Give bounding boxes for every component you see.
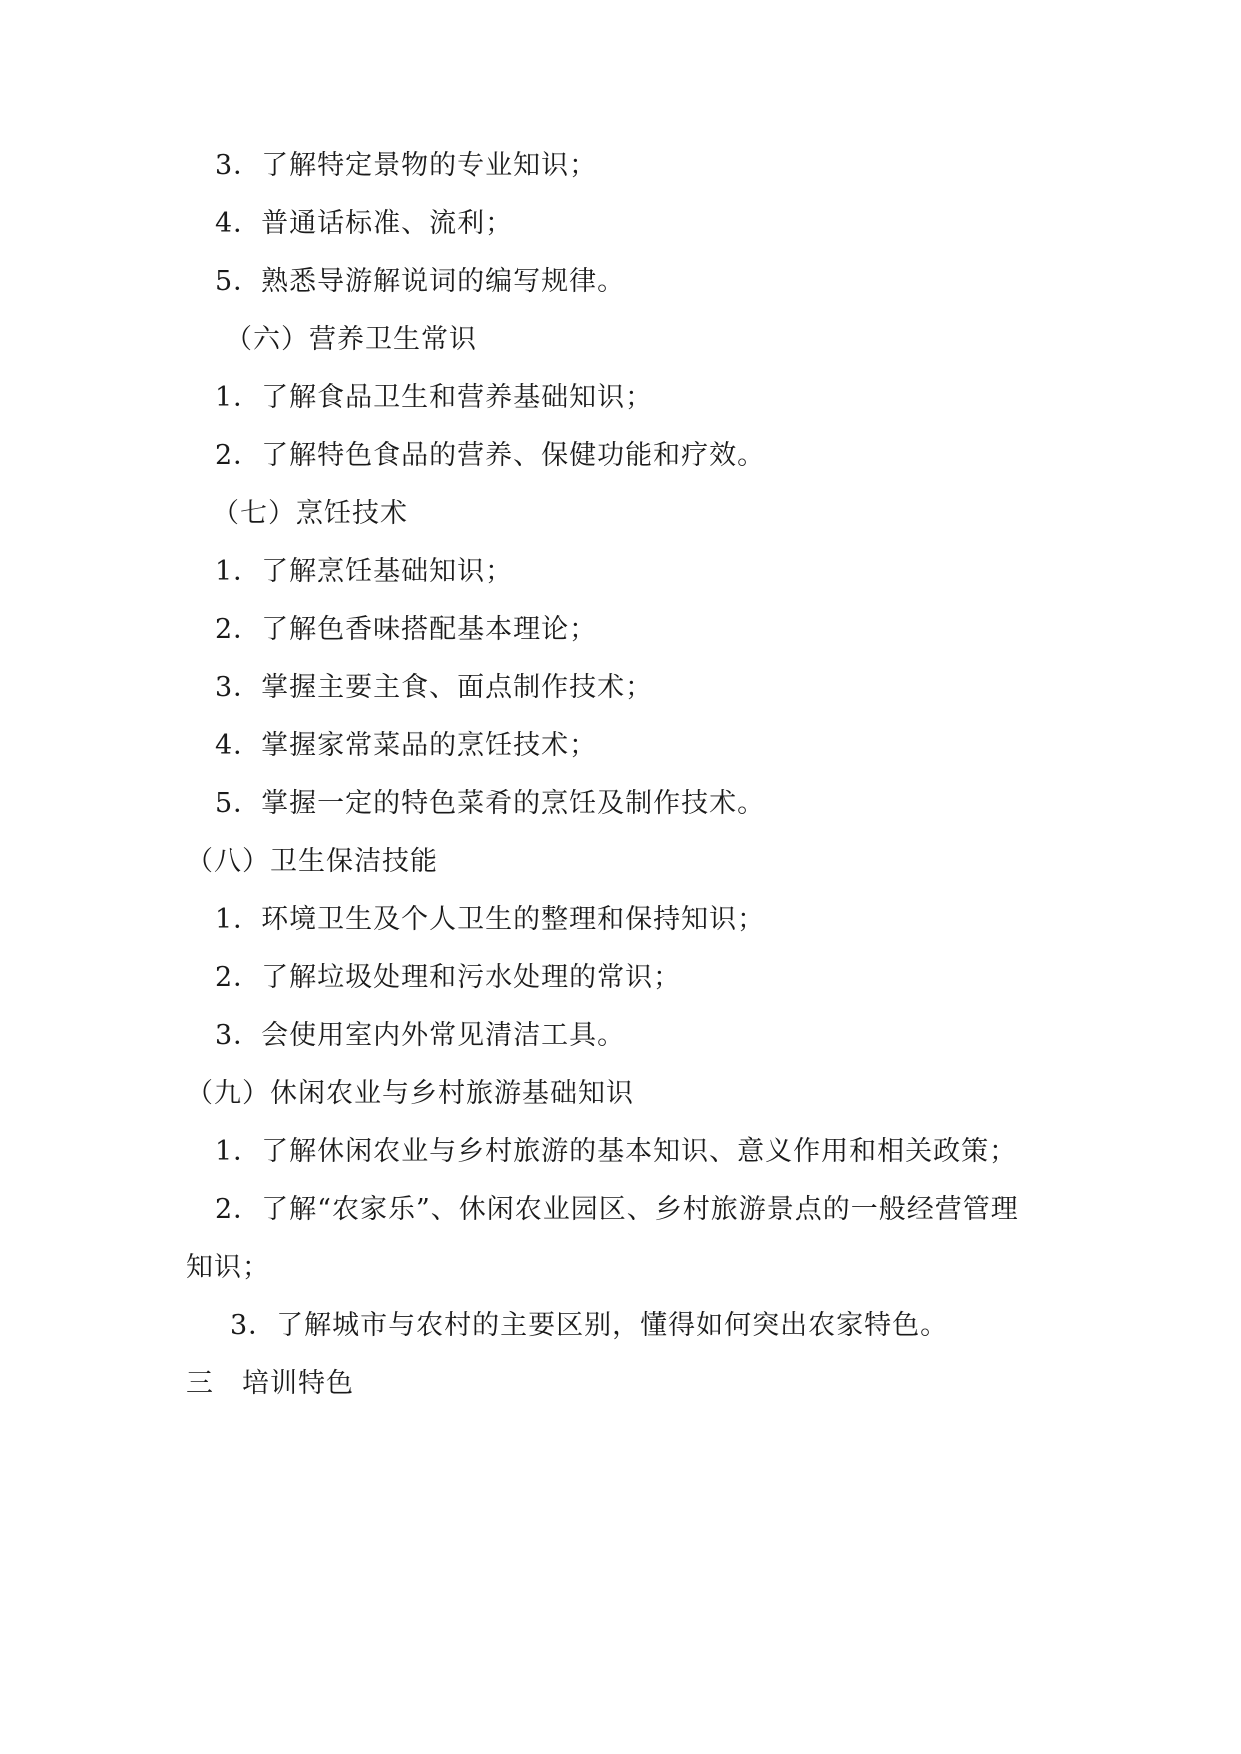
- section-heading: （八）卫生保洁技能: [186, 846, 438, 877]
- list-item: 5．掌握一定的特色菜肴的烹饪及制作技术。: [215, 788, 766, 819]
- list-item: 1．环境卫生及个人卫生的整理和保持知识；: [215, 904, 766, 935]
- list-item: 2．了解色香味搭配基本理论；: [215, 614, 598, 645]
- section-heading: （七）烹饪技术: [212, 498, 408, 529]
- list-item: 5．熟悉导游解说词的编写规律。: [215, 266, 626, 297]
- list-item: 3．掌握主要主食、面点制作技术；: [215, 672, 654, 703]
- list-item: 1．了解食品卫生和营养基础知识；: [215, 382, 654, 413]
- list-item: 3．会使用室内外常见清洁工具。: [215, 1020, 626, 1051]
- section-heading: （六）营养卫生常识: [225, 324, 477, 355]
- list-item: 2．了解“农家乐”、休闲农业园区、乡村旅游景点的一般经营管理: [215, 1194, 1019, 1225]
- section-heading: （九）休闲农业与乡村旅游基础知识: [186, 1078, 634, 1109]
- list-item-continuation: 知识；: [186, 1252, 270, 1283]
- list-item: 3．了解城市与农村的主要区别，懂得如何突出农家特色。: [230, 1310, 949, 1341]
- list-item: 4．掌握家常菜品的烹饪技术；: [215, 730, 598, 761]
- list-item: 1．了解休闲农业与乡村旅游的基本知识、意义作用和相关政策；: [215, 1136, 1018, 1167]
- list-item: 2．了解特色食品的营养、保健功能和疗效。: [215, 440, 766, 471]
- list-item: 3．了解特定景物的专业知识；: [215, 150, 598, 181]
- list-item: 1．了解烹饪基础知识；: [215, 556, 514, 587]
- list-item: 2．了解垃圾处理和污水处理的常识；: [215, 962, 682, 993]
- chapter-heading: 三 培训特色: [186, 1368, 354, 1399]
- list-item: 4．普通话标准、流利；: [215, 208, 514, 239]
